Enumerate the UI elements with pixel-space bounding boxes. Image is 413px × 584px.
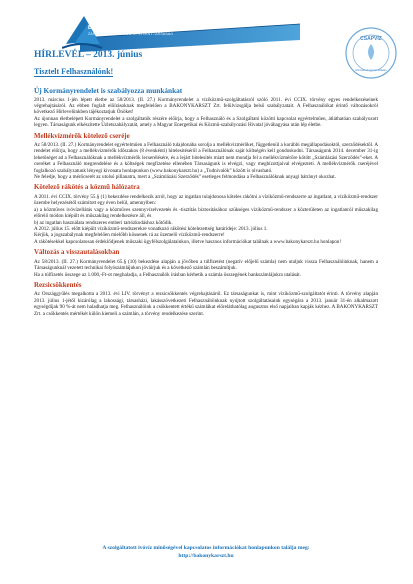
section-refund-change xyxy=(34,249,378,278)
paragraph: Kérjük, a jogszabálynak megfelelően mielőbb kössenek rá az üzemelő víziközmű-rendszerre! xyxy=(34,232,225,239)
paragraph: Ha a túlfizetés összege az 1.000,-Ft-ot meghaladja, a Felhasználók írásban kérhetik a számla összegének bankszámlájukra utalását. xyxy=(34,271,301,278)
stamp-ring-text: Minősített ivóvíz-ellátás xyxy=(355,68,387,72)
quality-stamp-icon xyxy=(344,26,398,80)
paragraph: A rákötésekkel kapcsolatosan érdeklődjenek műszaki ügyfélszolgálatainkon, illetve hasznos információkat találnak a www.bakonykarszt.hu honlapon! xyxy=(34,238,342,245)
greeting: Tisztelt Felhasználónk! xyxy=(34,67,114,76)
section-title: Mellékvízmérők kötelező cseréje xyxy=(34,132,130,140)
logo-name: BAKONYKARSZT VÍZ- ÉS CSATORNAMŰ xyxy=(88,25,199,31)
paragraph: b) az ingatlan használata rendszeres emberi tartózkodáshoz kötődik. xyxy=(34,219,173,226)
logo-subtitle: ZÁRTKÖRŰEN MŰKÖDŐ RÉSZVÉNYTÁRSASÁG xyxy=(88,32,174,37)
paragraph: A 2012. július 15. előtt kiépült víziközmű-rendszerekre vonatkozó rákötési kötelezettség határideje: 2013. július 1. xyxy=(34,226,268,232)
newsletter-title: HÍRLEVÉL – 2013. június xyxy=(34,50,143,60)
footer-text: A szolgáltatott ivóvíz minőségével kapcsolatos információkat honlapunkon találja meg: xyxy=(102,545,310,551)
paragraph: Az 58/2013. (II. 27.) Kormányrendelet egyértelműen a Felhasználó tulajdonába sorolja a mellékvízmérőket, függetlenül a korábbi megállapodásoktól, szerződésektől. A rendelet előírja, hogy a mellékvízmérők időszakos (8 évenkénti) hitelesítéséről a Felhasználónak saját költségén kell gondoskodni. Társaságunk 2014. december 31-ig lehetőséget ad a Felhasználóknak a mellékvízmérők lecserélésére, és a lejárt hitelesítés miatt nem mondja fel a mellékvízmérőre kötött „Számlázási Szerződés”-eket. A cseréket a Felhasználó megrendelése és a költségek megfizetése ellenében Társaságunk is elvégzi, vagy megbízottjaival elvégezteti. A mellékvízmérők cseréjével foglalkozó szabályzatunk lényegi kivonata honlapunkon (www.bakonykarszt.hu) a „Tudnivalók” között is olvasható. xyxy=(34,142,378,174)
section-title: Új Kormányrendelet is szabályozza munkánkat xyxy=(34,86,183,95)
paragraph: Az újonnan életbelépett Kormányrendelet a szolgáltatók részére előírja, hogy a Felhasználó és a Szolgáltató közötti kapcsolat egyértelműen, átláthatóan szabályozott legyen. Társaságunk elkészítette Üzletszabályzatát, amely a Magyar Energetikai és Közmű-szabályozási Hivatal jóváhagyása után lép életbe. xyxy=(34,115,378,129)
section-title: Rezsicsökkentés xyxy=(34,281,82,289)
section-title: Változás a visszautalásokban xyxy=(34,249,120,257)
paragraph: Ne feledje, hogy a mérőcserét az utolsó pillanatra, mert a „Számlázási Szerződés” esetleges felmondása a Felhasználóknak anyagi hátrányt okozhat. xyxy=(34,174,336,181)
section-new-regulation xyxy=(34,87,378,129)
section-mandatory-connection xyxy=(34,184,378,245)
paragraph: 2013. március 1-jén lépett életbe az 58/2013. (II. 27.) Kormányrendelet a víziközmű-szolgáltatásról szóló 2011. évi CCIX. törvény egyes rendelkezéseinek végrehajtásáról. Az ebben foglalt előírásoknak megfelelően a BAKONYKARSZT Zrt. felülvizsgálja belső szabályzatait. A Felhasználókat érintő változásokról következő Hírlevelünkben tájékoztatjuk Önöket! xyxy=(34,96,378,116)
paragraph: Az Országgyűlés megalkotta a 2013. évi LIV. törvényt a rezsicsökkentés végrehajtásáról. Ez társaságunkat is, mint víziközmű-szolgáltatót érinti. A törvény alapján 2013. július 1-jétől kizárólag a lakossági, társasházi, lakásszövetkezeti Felhasználóinknak nyújtott szolgáltatásaink egységára a 2013. január 31-én alkalmazott egységdíjak 90 %-át nem haladhatja meg. Felhasználóink a csökkentett értékű számlákat előreláthatólag augusztus első napjaiban kapják kézhez. A BAKONYKARSZT Zrt. a csökkentés mértékét külön kiemeli a számlán, a törvény rendelkezése szerint. xyxy=(34,291,378,317)
stamp-text: CSAPVÍZ xyxy=(360,36,382,42)
paragraph: A 2011. évi CCIX. törvény 55.§ (1) bekezdése rendelkezik arról, hogy az ingatlan tulajdonosa köteles rákötni a víziközmű-rendszerre az ingatlant, a víziközmű-rendszer üzembe helyezésétől számított egy éven belül, amennyiben: xyxy=(34,193,378,207)
paragraph: a) a közműves ivóvízellátás vagy a közműves szennyvízelvezetés és -tisztítás biztosításához szükséges víziközmű-rendszer a közterületen az ingatlanról műszakilag előrelő módon kiépült és műszakilag rendelkezésre áll, és xyxy=(34,206,378,220)
logo-text xyxy=(88,25,258,37)
newsletter-body xyxy=(34,84,378,317)
footer-link[interactable]: http://bakonykarszt.hu xyxy=(178,552,234,559)
footer xyxy=(34,545,378,560)
section-title: Kötelező rákötés a közmű hálózatra xyxy=(34,184,140,192)
section-submeter-replacement xyxy=(34,133,378,181)
paragraph: Az 58/2013. (II. 27.) Kormányrendelet 65.§ (10) bekezdése alapján a jövőben a túlfizetést (negatív előjelű számla) nem utaljuk vissza Felhasználóinknak, hanem a Társaságunknál vezetett technikai folyószámlájukon jóváírjuk és a következő számlán beszámítjuk. xyxy=(34,258,378,272)
section-utility-cost-reduction xyxy=(34,282,378,317)
